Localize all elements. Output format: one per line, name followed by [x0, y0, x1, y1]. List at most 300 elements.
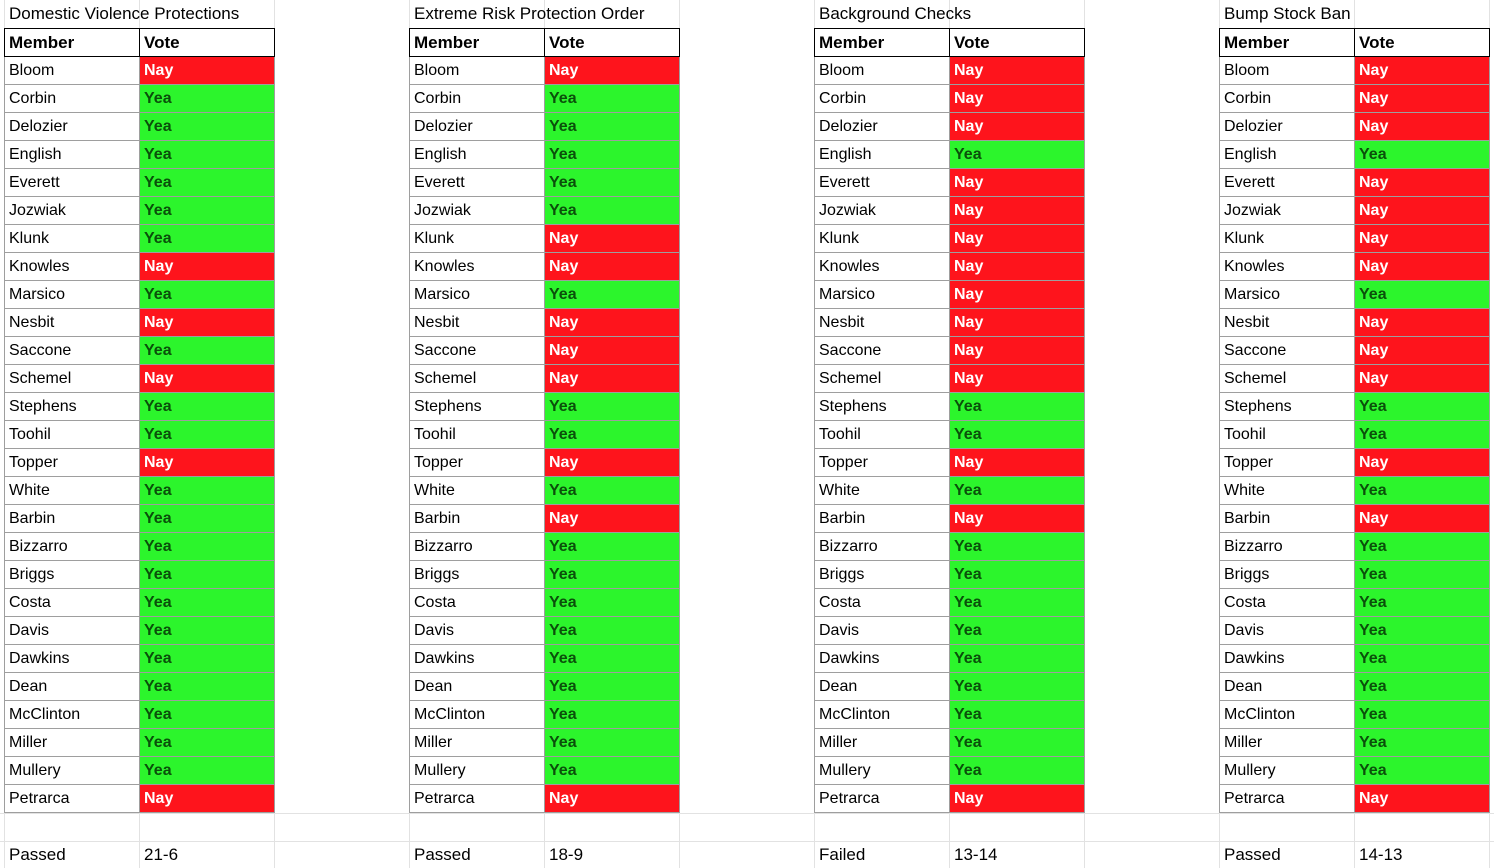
member-cell[interactable]: Bloom: [815, 57, 950, 85]
vote-cell[interactable]: Yea: [950, 673, 1085, 701]
bill-title: Domestic Violence Protections: [9, 4, 240, 23]
table-row: [5, 757, 275, 785]
vote-cell[interactable]: Yea: [950, 645, 1085, 673]
member-cell[interactable]: Knowles: [815, 253, 950, 281]
vote-cell[interactable]: Nay: [1355, 449, 1490, 477]
member-cell[interactable]: Saccone: [815, 337, 950, 365]
vote-cell[interactable]: Nay: [1355, 85, 1490, 113]
vote-cell[interactable]: Nay: [950, 281, 1085, 309]
table-row: [5, 197, 275, 225]
member-cell[interactable]: Toohil: [1220, 421, 1355, 449]
member-cell[interactable]: Nesbit: [815, 309, 950, 337]
member-cell[interactable]: Mullery: [815, 757, 950, 785]
vote-cell[interactable]: Yea: [545, 729, 680, 757]
table-row: [815, 477, 1085, 505]
vote-cell[interactable]: Nay: [1355, 225, 1490, 253]
table-row: [5, 421, 275, 449]
table-header-row: [5, 29, 275, 57]
member-cell[interactable]: Jozwiak: [815, 197, 950, 225]
vote-cell[interactable]: Yea: [950, 617, 1085, 645]
member-cell[interactable]: Nesbit: [410, 309, 545, 337]
member-cell[interactable]: Petrarca: [1220, 785, 1355, 813]
member-column-header: Member: [5, 29, 140, 57]
vote-cell[interactable]: Yea: [1355, 393, 1490, 421]
member-cell[interactable]: Marsico: [5, 281, 140, 309]
member-cell[interactable]: Dean: [410, 673, 545, 701]
member-cell[interactable]: Corbin: [1220, 85, 1355, 113]
vote-cell[interactable]: Yea: [545, 169, 680, 197]
table-row: [1220, 757, 1490, 785]
member-cell[interactable]: Dawkins: [410, 645, 545, 673]
member-cell[interactable]: Mullery: [1220, 757, 1355, 785]
member-cell[interactable]: Dawkins: [5, 645, 140, 673]
member-cell[interactable]: Schemel: [815, 365, 950, 393]
vote-cell[interactable]: Yea: [950, 393, 1085, 421]
vote-cell[interactable]: Yea: [545, 281, 680, 309]
member-cell[interactable]: Saccone: [5, 337, 140, 365]
table-row: [1220, 281, 1490, 309]
member-cell[interactable]: White: [815, 477, 950, 505]
table-row: [815, 617, 1085, 645]
vote-cell[interactable]: Yea: [1355, 533, 1490, 561]
vote-cell[interactable]: Yea: [545, 533, 680, 561]
table-row: [815, 225, 1085, 253]
vote-cell[interactable]: Yea: [1355, 281, 1490, 309]
member-cell[interactable]: Nesbit: [1220, 309, 1355, 337]
member-cell[interactable]: Delozier: [5, 113, 140, 141]
member-cell[interactable]: Knowles: [1220, 253, 1355, 281]
table-row: [815, 393, 1085, 421]
member-cell[interactable]: White: [410, 477, 545, 505]
table-row: [815, 729, 1085, 757]
table-row: [410, 281, 680, 309]
vote-cell[interactable]: Yea: [1355, 645, 1490, 673]
member-cell[interactable]: Delozier: [410, 113, 545, 141]
vote-cell[interactable]: Yea: [140, 757, 275, 785]
member-cell[interactable]: English: [815, 141, 950, 169]
member-cell[interactable]: Costa: [5, 589, 140, 617]
vote-cell[interactable]: Nay: [545, 449, 680, 477]
member-cell[interactable]: Schemel: [410, 365, 545, 393]
vote-cell[interactable]: Nay: [140, 253, 275, 281]
vote-column-header: Vote: [140, 29, 275, 57]
table-row: [1220, 393, 1490, 421]
member-cell[interactable]: Davis: [5, 617, 140, 645]
vote-cell[interactable]: Yea: [140, 505, 275, 533]
vote-cell[interactable]: Nay: [950, 113, 1085, 141]
vote-cell[interactable]: Yea: [950, 141, 1085, 169]
member-cell[interactable]: Jozwiak: [5, 197, 140, 225]
member-cell[interactable]: Delozier: [1220, 113, 1355, 141]
table-row: [815, 57, 1085, 85]
vote-cell[interactable]: Yea: [950, 477, 1085, 505]
vote-cell[interactable]: Yea: [140, 281, 275, 309]
member-cell[interactable]: McClinton: [5, 701, 140, 729]
table-row: [410, 309, 680, 337]
member-cell[interactable]: Topper: [815, 449, 950, 477]
table-row: [1220, 225, 1490, 253]
member-cell[interactable]: Davis: [410, 617, 545, 645]
table-row: [5, 785, 275, 813]
table-row: [1220, 505, 1490, 533]
vote-cell[interactable]: Yea: [545, 141, 680, 169]
vote-cell[interactable]: Nay: [545, 365, 680, 393]
table-row: [5, 141, 275, 169]
vote-cell[interactable]: Yea: [140, 617, 275, 645]
vote-cell[interactable]: Yea: [545, 757, 680, 785]
member-cell[interactable]: Knowles: [5, 253, 140, 281]
bill-block-bump-stock: [1219, 0, 1489, 813]
vote-cell[interactable]: Yea: [1355, 729, 1490, 757]
vote-cell[interactable]: Nay: [545, 57, 680, 85]
member-cell[interactable]: McClinton: [815, 701, 950, 729]
vote-cell[interactable]: Yea: [1355, 589, 1490, 617]
member-cell[interactable]: McClinton: [1220, 701, 1355, 729]
member-cell[interactable]: Marsico: [410, 281, 545, 309]
vote-cell[interactable]: Yea: [545, 113, 680, 141]
member-cell[interactable]: Toohil: [5, 421, 140, 449]
table-row: [1220, 197, 1490, 225]
vote-cell[interactable]: Yea: [140, 393, 275, 421]
table-row: [410, 169, 680, 197]
vote-cell[interactable]: Nay: [1355, 253, 1490, 281]
vote-cell[interactable]: Nay: [1355, 309, 1490, 337]
table-row: [410, 449, 680, 477]
table-row: [1220, 673, 1490, 701]
vote-cell[interactable]: Nay: [1355, 337, 1490, 365]
vote-cell[interactable]: Nay: [1355, 113, 1490, 141]
vote-cell[interactable]: Yea: [545, 701, 680, 729]
member-column-header: Member: [410, 29, 545, 57]
vote-cell[interactable]: Nay: [950, 57, 1085, 85]
member-cell[interactable]: Everett: [1220, 169, 1355, 197]
table-row: [5, 281, 275, 309]
table-row: [1220, 309, 1490, 337]
vote-cell[interactable]: Yea: [140, 533, 275, 561]
vote-cell[interactable]: Yea: [1355, 701, 1490, 729]
member-cell[interactable]: Corbin: [410, 85, 545, 113]
table-row: [410, 225, 680, 253]
table-row: [1220, 337, 1490, 365]
member-cell[interactable]: Jozwiak: [1220, 197, 1355, 225]
table-row: [815, 449, 1085, 477]
member-cell[interactable]: Miller: [5, 729, 140, 757]
vote-cell[interactable]: Yea: [140, 225, 275, 253]
vote-cell[interactable]: Yea: [950, 729, 1085, 757]
vote-cell[interactable]: Yea: [1355, 617, 1490, 645]
member-cell[interactable]: Miller: [410, 729, 545, 757]
member-cell[interactable]: Costa: [815, 589, 950, 617]
table-row: [1220, 141, 1490, 169]
member-cell[interactable]: Dean: [1220, 673, 1355, 701]
member-cell[interactable]: White: [1220, 477, 1355, 505]
vote-cell[interactable]: Nay: [950, 449, 1085, 477]
table-row: [815, 197, 1085, 225]
table-row: [5, 505, 275, 533]
member-cell[interactable]: Nesbit: [5, 309, 140, 337]
table-row: [1220, 421, 1490, 449]
table-row: [410, 645, 680, 673]
member-cell[interactable]: Barbin: [5, 505, 140, 533]
member-cell[interactable]: Bloom: [5, 57, 140, 85]
vote-cell[interactable]: Yea: [140, 477, 275, 505]
bill-tally: 14-13: [1359, 845, 1403, 864]
vote-cell[interactable]: Yea: [545, 197, 680, 225]
member-cell[interactable]: Everett: [815, 169, 950, 197]
table-row: [1220, 561, 1490, 589]
member-cell[interactable]: Everett: [410, 169, 545, 197]
vote-cell[interactable]: Nay: [950, 253, 1085, 281]
table-row: [410, 113, 680, 141]
member-cell[interactable]: Topper: [1220, 449, 1355, 477]
table-row: [410, 785, 680, 813]
bill-title: Extreme Risk Protection Order: [414, 4, 645, 23]
vote-cell[interactable]: Yea: [1355, 421, 1490, 449]
vote-cell[interactable]: Yea: [140, 141, 275, 169]
vote-cell[interactable]: Yea: [950, 561, 1085, 589]
member-cell[interactable]: Costa: [410, 589, 545, 617]
vote-cell[interactable]: Nay: [950, 85, 1085, 113]
vote-cell[interactable]: Yea: [140, 197, 275, 225]
member-cell[interactable]: Klunk: [815, 225, 950, 253]
member-cell[interactable]: Marsico: [815, 281, 950, 309]
table-row: [1220, 113, 1490, 141]
vote-cell[interactable]: Nay: [1355, 365, 1490, 393]
bill-tally: 21-6: [144, 845, 179, 864]
member-cell[interactable]: Barbin: [1220, 505, 1355, 533]
table-row: [815, 505, 1085, 533]
vote-cell[interactable]: Yea: [140, 729, 275, 757]
vote-column-header: Vote: [1355, 29, 1490, 57]
member-cell[interactable]: Toohil: [410, 421, 545, 449]
member-cell[interactable]: Mullery: [410, 757, 545, 785]
vote-cell[interactable]: Yea: [140, 337, 275, 365]
member-cell[interactable]: Dean: [5, 673, 140, 701]
table-row: [1220, 169, 1490, 197]
member-cell[interactable]: Bizzarro: [1220, 533, 1355, 561]
vote-cell[interactable]: Yea: [140, 673, 275, 701]
table-row: [1220, 365, 1490, 393]
table-header-row: [410, 29, 680, 57]
vote-cell[interactable]: Yea: [1355, 673, 1490, 701]
member-cell[interactable]: English: [5, 141, 140, 169]
member-cell[interactable]: Bizzarro: [5, 533, 140, 561]
member-cell[interactable]: Barbin: [410, 505, 545, 533]
member-cell[interactable]: Stephens: [410, 393, 545, 421]
member-cell[interactable]: Knowles: [410, 253, 545, 281]
vote-cell[interactable]: Yea: [140, 645, 275, 673]
vote-cell[interactable]: Yea: [1355, 561, 1490, 589]
table-row: [815, 673, 1085, 701]
vote-cell[interactable]: Nay: [140, 449, 275, 477]
member-cell[interactable]: Miller: [815, 729, 950, 757]
vote-cell[interactable]: Nay: [950, 365, 1085, 393]
member-cell[interactable]: Davis: [815, 617, 950, 645]
vote-cell[interactable]: Nay: [545, 309, 680, 337]
member-cell[interactable]: Petrarca: [410, 785, 545, 813]
vote-cell[interactable]: Yea: [140, 589, 275, 617]
vote-cell[interactable]: Yea: [950, 589, 1085, 617]
table-row: [410, 729, 680, 757]
table-row: [5, 253, 275, 281]
member-cell[interactable]: Klunk: [410, 225, 545, 253]
vote-cell[interactable]: Yea: [950, 533, 1085, 561]
table-row: [815, 785, 1085, 813]
table-row: [5, 533, 275, 561]
table-row: [815, 561, 1085, 589]
bill-result: Failed: [819, 845, 866, 864]
table-row: [410, 533, 680, 561]
table-row: [5, 729, 275, 757]
table-row: [1220, 729, 1490, 757]
member-cell[interactable]: Toohil: [815, 421, 950, 449]
member-cell[interactable]: Bizzarro: [815, 533, 950, 561]
vote-cell[interactable]: Yea: [1355, 757, 1490, 785]
bill-block-background-checks: [814, 0, 1084, 813]
member-cell[interactable]: Dawkins: [815, 645, 950, 673]
table-row: [1220, 253, 1490, 281]
bill-result: Passed: [414, 845, 471, 864]
member-cell[interactable]: Bloom: [1220, 57, 1355, 85]
grid-line: [0, 813, 1494, 814]
vote-cell[interactable]: Nay: [545, 225, 680, 253]
table-row: [815, 169, 1085, 197]
member-cell[interactable]: Dean: [815, 673, 950, 701]
member-cell[interactable]: Topper: [5, 449, 140, 477]
vote-table: [409, 28, 680, 813]
vote-cell[interactable]: Nay: [545, 505, 680, 533]
member-cell[interactable]: Klunk: [5, 225, 140, 253]
vote-cell[interactable]: Nay: [140, 309, 275, 337]
vote-cell[interactable]: Nay: [950, 197, 1085, 225]
table-row: [815, 85, 1085, 113]
member-cell[interactable]: Costa: [1220, 589, 1355, 617]
vote-cell[interactable]: Nay: [140, 365, 275, 393]
vote-cell[interactable]: Yea: [545, 421, 680, 449]
member-column-header: Member: [1220, 29, 1355, 57]
bill-summary: [814, 841, 1084, 868]
vote-cell[interactable]: Yea: [545, 561, 680, 589]
table-row: [410, 253, 680, 281]
vote-cell[interactable]: Nay: [950, 337, 1085, 365]
member-cell[interactable]: Klunk: [1220, 225, 1355, 253]
vote-cell[interactable]: Yea: [545, 393, 680, 421]
member-cell[interactable]: Stephens: [5, 393, 140, 421]
table-row: [410, 337, 680, 365]
member-cell[interactable]: Jozwiak: [410, 197, 545, 225]
vote-cell[interactable]: Yea: [140, 113, 275, 141]
vote-cell[interactable]: Yea: [950, 701, 1085, 729]
vote-cell[interactable]: Nay: [950, 785, 1085, 813]
table-row: [410, 57, 680, 85]
vote-cell[interactable]: Yea: [1355, 477, 1490, 505]
member-cell[interactable]: Bizzarro: [410, 533, 545, 561]
member-cell[interactable]: Barbin: [815, 505, 950, 533]
table-row: [410, 673, 680, 701]
member-cell[interactable]: English: [1220, 141, 1355, 169]
vote-cell[interactable]: Yea: [950, 421, 1085, 449]
member-cell[interactable]: Everett: [5, 169, 140, 197]
member-cell[interactable]: Bloom: [410, 57, 545, 85]
vote-cell[interactable]: Yea: [545, 617, 680, 645]
table-row: [1220, 57, 1490, 85]
member-cell[interactable]: White: [5, 477, 140, 505]
table-header-row: [1220, 29, 1490, 57]
vote-cell[interactable]: Yea: [1355, 141, 1490, 169]
vote-column-header: Vote: [950, 29, 1085, 57]
bill-result: Passed: [1224, 845, 1281, 864]
vote-cell[interactable]: Nay: [1355, 57, 1490, 85]
vote-cell[interactable]: Nay: [545, 253, 680, 281]
vote-cell[interactable]: Nay: [1355, 169, 1490, 197]
vote-cell[interactable]: Yea: [140, 561, 275, 589]
bill-title: Background Checks: [819, 4, 972, 23]
table-row: [815, 421, 1085, 449]
vote-cell[interactable]: Nay: [140, 785, 275, 813]
member-cell[interactable]: English: [410, 141, 545, 169]
vote-cell[interactable]: Nay: [950, 169, 1085, 197]
vote-cell[interactable]: Nay: [950, 505, 1085, 533]
vote-cell[interactable]: Yea: [545, 589, 680, 617]
vote-cell[interactable]: Yea: [140, 85, 275, 113]
table-row: [5, 225, 275, 253]
member-cell[interactable]: Miller: [1220, 729, 1355, 757]
vote-cell[interactable]: Yea: [140, 701, 275, 729]
member-cell[interactable]: McClinton: [410, 701, 545, 729]
member-cell[interactable]: Briggs: [5, 561, 140, 589]
vote-cell[interactable]: Nay: [950, 309, 1085, 337]
vote-table: [4, 28, 275, 813]
member-cell[interactable]: Stephens: [1220, 393, 1355, 421]
vote-cell[interactable]: Yea: [140, 421, 275, 449]
member-cell[interactable]: Schemel: [1220, 365, 1355, 393]
member-cell[interactable]: Mullery: [5, 757, 140, 785]
member-cell[interactable]: Delozier: [815, 113, 950, 141]
member-cell[interactable]: Briggs: [815, 561, 950, 589]
vote-cell[interactable]: Yea: [950, 757, 1085, 785]
vote-cell[interactable]: Nay: [950, 225, 1085, 253]
member-cell[interactable]: Schemel: [5, 365, 140, 393]
member-cell[interactable]: Topper: [410, 449, 545, 477]
member-cell[interactable]: Saccone: [410, 337, 545, 365]
vote-cell[interactable]: Yea: [545, 673, 680, 701]
member-cell[interactable]: Petrarca: [815, 785, 950, 813]
vote-cell[interactable]: Nay: [545, 337, 680, 365]
table-row: [5, 393, 275, 421]
member-cell[interactable]: Dawkins: [1220, 645, 1355, 673]
vote-cell[interactable]: Yea: [545, 477, 680, 505]
vote-cell[interactable]: Nay: [1355, 505, 1490, 533]
vote-cell[interactable]: Nay: [140, 57, 275, 85]
member-cell[interactable]: Corbin: [815, 85, 950, 113]
vote-cell[interactable]: Nay: [545, 785, 680, 813]
vote-cell[interactable]: Nay: [1355, 197, 1490, 225]
member-cell[interactable]: Briggs: [1220, 561, 1355, 589]
member-cell[interactable]: Corbin: [5, 85, 140, 113]
vote-cell[interactable]: Yea: [140, 169, 275, 197]
vote-cell[interactable]: Yea: [545, 85, 680, 113]
member-cell[interactable]: Marsico: [1220, 281, 1355, 309]
member-cell[interactable]: Petrarca: [5, 785, 140, 813]
member-cell[interactable]: Briggs: [410, 561, 545, 589]
vote-cell[interactable]: Yea: [545, 645, 680, 673]
bill-summary: [1219, 841, 1489, 868]
member-cell[interactable]: Stephens: [815, 393, 950, 421]
member-cell[interactable]: Davis: [1220, 617, 1355, 645]
table-row: [5, 561, 275, 589]
member-cell[interactable]: Saccone: [1220, 337, 1355, 365]
vote-cell[interactable]: Nay: [1355, 785, 1490, 813]
